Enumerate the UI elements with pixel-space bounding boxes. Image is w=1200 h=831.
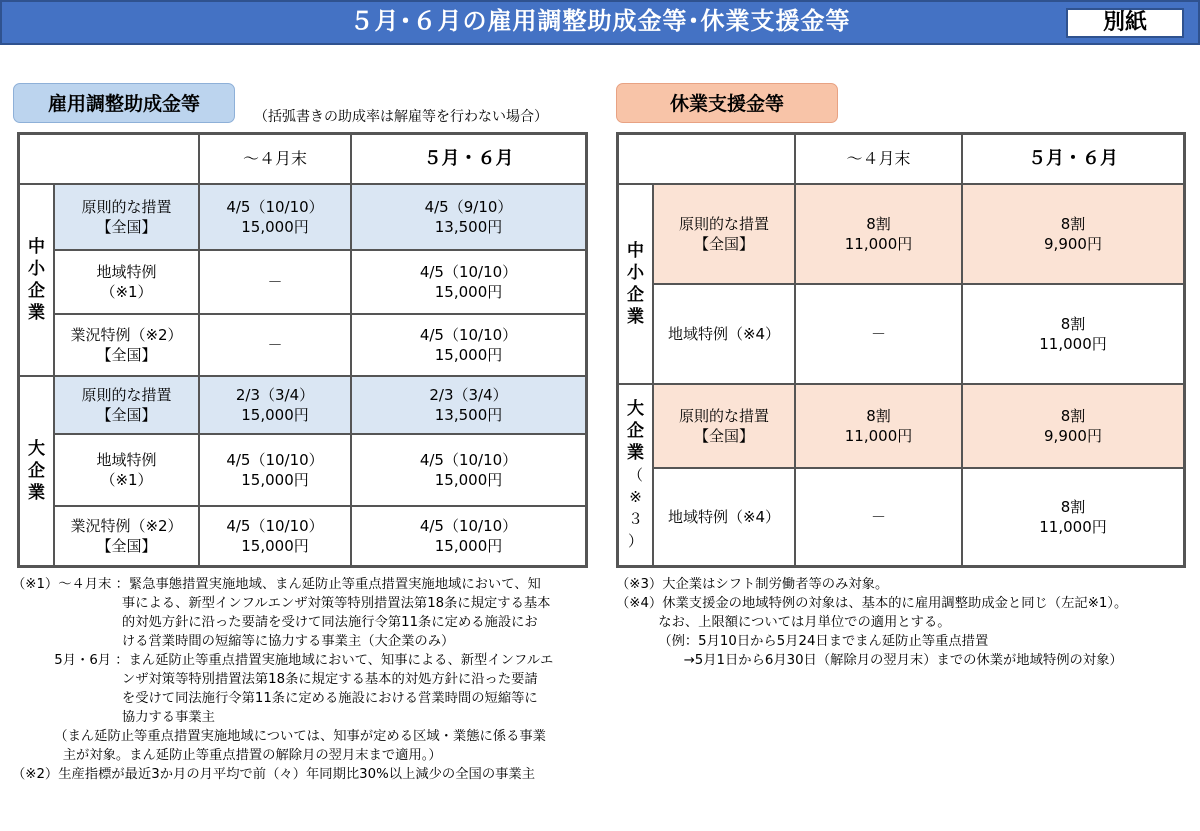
cap-amount: 11,000円 [844,235,913,253]
measure-scope: （※1） [100,471,153,489]
may-june-value-cell [351,434,586,506]
measure-scope: 【全国】 [96,346,157,364]
measure-scope: 【全国】 [693,427,754,445]
cap-amount: 13,500円 [434,406,503,424]
note-line: 的対処方針に沿った要請を受けて同法施行令第11条に定める施設にお [12,615,538,630]
note-line: （まん延防止等重点措置実施地域については、知事が定める区域・業態に係る事業 [12,729,546,744]
note-line: （※1）～４月末 ：緊急事態措置実施地域、まん延防止等重点措置実施地域において、知 [12,577,541,592]
may-june-value-cell [962,284,1184,384]
measure-label-cell [653,384,795,468]
note-line: 協力する事業主 [12,710,215,725]
rate-value: 4/5（10/10） [419,326,518,344]
column-header-label: ５月・６月 [1028,148,1118,169]
note-line: 事による、新型インフルエンザ対策等特別措置法第18条に規定する基本 [12,596,551,611]
rate-value: 8割 [866,215,891,233]
header-may-june [962,134,1184,184]
rate-value: 8割 [1060,407,1086,425]
note-line: →5月1日から6月30日（解除月の翌月末）までの休業が地域特例の対象） [616,653,1123,668]
measure-label-cell [54,184,199,250]
measure-scope: 【全国】 [693,235,754,253]
company-size-label: 大 企 業 （ ※ ３ ） [618,384,653,566]
rate-value: 2/3（3/4） [235,386,315,404]
until-april-value-cell [199,250,351,314]
company-size-label: 中 小 企 業 [19,184,54,376]
column-header-label: ～４月末 [846,149,911,168]
measure-label-cell [54,506,199,566]
rate-value: 4/5（10/10） [419,517,518,535]
attachment-badge: 別紙 [1066,8,1184,38]
cap-amount: 15,000円 [241,406,309,424]
measure-name: 原則的な措置 [678,215,769,233]
note-line: 5月・6月 ：まん延防止等重点措置実施地域において、知事による、新型インフルエ [12,653,554,668]
column-header-label: ～４月末 [242,149,307,168]
measure-name: 原則的な措置 [81,386,172,404]
cap-amount: 13,500円 [434,218,503,236]
company-size-label: 大 企 業 [19,376,54,566]
measure-name: 地域特例 [96,451,157,469]
measure-scope: 【全国】 [96,406,157,424]
note-line: （※4）休業支援金の地域特例の対象は、基本的に雇用調整助成金と同じ（左記※1）。 [616,596,1128,611]
rate-value: 8割 [1060,315,1086,333]
header-blank-cell [618,134,795,184]
may-june-value-cell [962,184,1184,284]
rate-value: － [870,508,886,526]
rate-value: － [267,273,283,291]
employment-subsidy-table [17,132,588,568]
rate-value: 2/3（3/4） [429,386,508,404]
cap-amount: 9,900円 [1044,235,1102,253]
note-line: を受けて同法施行令第11条に定める施設における営業時間の短縮等に [12,691,538,706]
cap-amount: 15,000円 [434,471,503,489]
rate-value: 4/5（10/10） [226,517,324,535]
measure-label-cell [54,434,199,506]
rate-value: 4/5（9/10） [424,198,513,216]
may-june-value-cell [962,468,1184,566]
measure-label-cell [653,284,795,384]
cap-amount: 15,000円 [434,537,503,555]
measure-scope: 【全国】 [96,537,157,555]
may-june-value-cell [351,250,586,314]
measure-label-cell [54,314,199,376]
cap-amount: 15,000円 [241,471,309,489]
until-april-value-cell [795,384,962,468]
measure-name: 原則的な措置 [81,198,172,216]
measure-name: 業況特例（※2） [70,326,183,344]
until-april-value-cell [795,284,962,384]
until-april-value-cell [199,376,351,434]
header-blank-cell [19,134,199,184]
measure-name: 地域特例（※4） [667,325,781,343]
cap-amount: 11,000円 [1039,335,1107,353]
measure-name: 地域特例（※4） [667,508,781,526]
cap-amount: 11,000円 [844,427,913,445]
until-april-value-cell [199,314,351,376]
cap-amount: 11,000円 [1039,518,1107,536]
rate-value: 8割 [1060,498,1086,516]
measure-name: 業況特例（※2） [70,517,183,535]
right-section-label: 休業支援金等 [616,83,838,123]
measure-name: 原則的な措置 [678,407,769,425]
column-header-label: ５月・６月 [423,148,514,169]
rate-value: － [267,336,283,354]
left-notes [12,575,553,784]
note-line: （例：5月10日から5月24日までまん延防止等重点措置 [616,634,989,649]
page-title: ５月･６月の雇用調整助成金等･休業支援金等 [349,7,851,35]
measure-scope: （※1） [100,283,153,301]
measure-label-cell [54,250,199,314]
rate-note: （括弧書きの助成率は解雇等を行わない場合） [254,109,548,125]
note-line: 主が対象。まん延防止等重点措置の解除月の翌月末まで適用。） [12,748,442,763]
company-size-label: 中 小 企 業 [618,184,653,384]
measure-label-cell [653,184,795,284]
measure-name: 地域特例 [96,263,157,281]
leave-support-table [616,132,1186,568]
note-line: （※2）生産指標が最近3か月の月平均で前（々）年同期比30%以上減少の全国の事業主 [12,767,536,782]
cap-amount: 15,000円 [241,218,309,236]
header-may-june [351,134,586,184]
rate-value: － [870,325,886,343]
cap-amount: 15,000円 [434,283,503,301]
until-april-value-cell [199,184,351,250]
may-june-value-cell [351,314,586,376]
measure-label-cell [54,376,199,434]
may-june-value-cell [351,376,586,434]
note-line: ンザ対策等特別措置法第18条に規定する基本的対処方針に沿った要請 [12,672,538,687]
cap-amount: 15,000円 [241,537,309,555]
until-april-value-cell [199,434,351,506]
header-until-april [199,134,351,184]
cap-amount: 15,000円 [434,346,503,364]
rate-value: 8割 [866,407,891,425]
rate-value: 4/5（10/10） [419,263,518,281]
right-notes [616,575,1127,670]
note-line: （※3）大企業はシフト制労働者等のみ対象。 [616,577,889,592]
rate-value: 4/5（10/10） [226,451,324,469]
cap-amount: 9,900円 [1044,427,1102,445]
rate-value: 4/5（10/10） [226,198,324,216]
left-section-label: 雇用調整助成金等 [13,83,235,123]
may-june-value-cell [351,184,586,250]
measure-scope: 【全国】 [96,218,157,236]
until-april-value-cell [795,184,962,284]
may-june-value-cell [962,384,1184,468]
note-line: なお、上限額については月単位での適用とする。 [616,615,951,630]
rate-value: 4/5（10/10） [419,451,518,469]
note-line: ける営業時間の短縮等に協力する事業主（大企業のみ） [12,634,455,649]
until-april-value-cell [199,506,351,566]
rate-value: 8割 [1060,215,1086,233]
header-until-april [795,134,962,184]
may-june-value-cell [351,506,586,566]
until-april-value-cell [795,468,962,566]
measure-label-cell [653,468,795,566]
